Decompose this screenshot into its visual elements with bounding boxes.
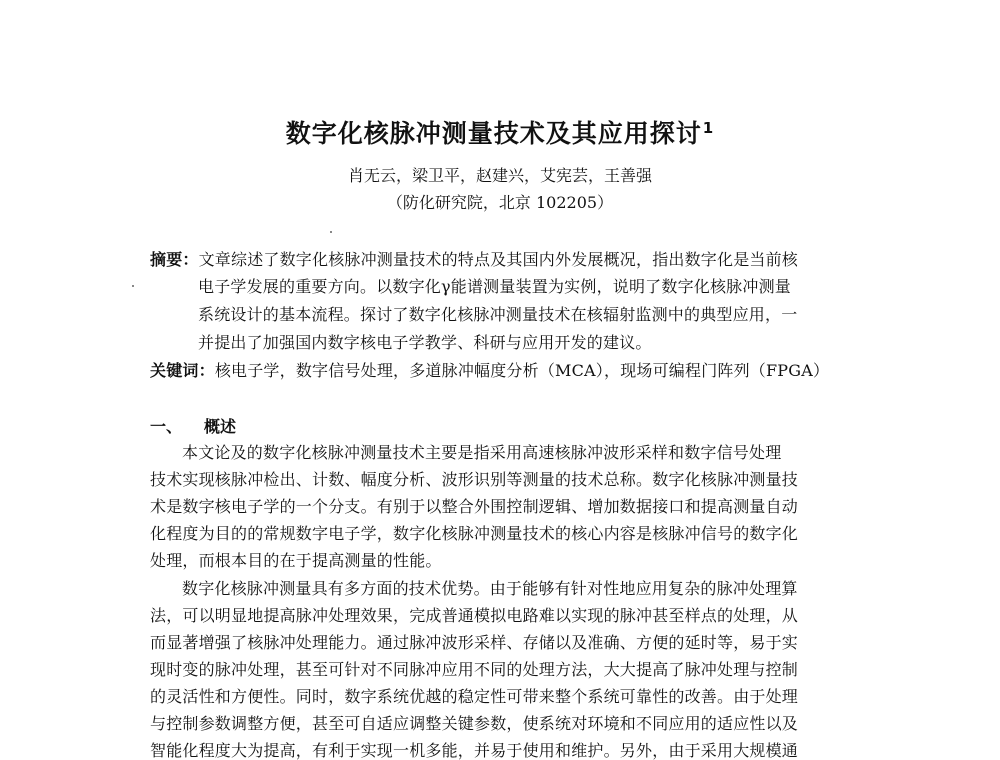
paragraph-2-line-3: 而显著增强了核脉冲处理能力。通过脉冲波形采样、存储以及准确、方便的延时等，易于实 (150, 633, 799, 652)
keywords-line (150, 358, 829, 381)
paragraph-1-line-2: 技术实现核脉冲检出、计数、幅度分析、波形识别等测量的技术总称。数字化核脉冲测量技 (150, 470, 799, 489)
abstract-line-2: 电子学发展的重要方向。以数字化γ能谱测量装置为实例，说明了数字化核脉冲测量 (198, 277, 791, 296)
keywords-text: 核电子学，数字信号处理，多道脉冲幅度分析（MCA），现场可编程门阵列（FPGA） (214, 361, 830, 380)
paragraph-2-line-2: 法，可以明显地提高脉冲处理效果，完成普通模拟电路难以实现的脉冲甚至样点的处理，从 (150, 606, 799, 625)
section-number: 一、 (150, 417, 183, 436)
paragraph-2-line-1: 数字化核脉冲测量具有多方面的技术优势。由于能够有针对性地应用复杂的脉冲处理算 (182, 579, 798, 598)
scan-speck (132, 285, 134, 287)
abstract-line-3: 系统设计的基本流程。探讨了数字化核脉冲测量技术在核辐射监测中的典型应用，一 (198, 305, 798, 324)
paragraph-2-line-5: 的灵活性和方便性。同时，数字系统优越的稳定性可带来整个系统可靠性的改善。由于处理 (150, 687, 799, 706)
paragraph-1-line-3: 术是数字核电子学的一个分支。有别于以整合外围控制逻辑、增加数据接口和提高测量自动 (150, 497, 799, 516)
paragraph-2-line-6: 与控制参数调整方便，甚至可自适应调整关键参数，使系统对环境和不同应用的适应性以及 (150, 714, 799, 733)
author-list: 肖无云，梁卫平，赵建兴，艾宪芸，王善强 (347, 166, 652, 185)
abstract-text: 文章综述了数字化核脉冲测量技术的特点及其国内外发展概况，指出数字化是当前核 (198, 250, 799, 269)
abstract-line-4: 并提出了加强国内数字核电子学教学、科研与应用开发的建议。 (198, 333, 652, 352)
paragraph-1-line-1: 本文论及的数字化核脉冲测量技术主要是指采用高速核脉冲波形采样和数字信号处理 (182, 443, 782, 462)
paragraph-1-line-5: 处理，而根本目的在于提高测量的性能。 (150, 551, 442, 570)
paragraph-1-line-4: 化程度为目的的常规数字电子学，数字化核脉冲测量技术的核心内容是核脉冲信号的数字化 (150, 524, 799, 543)
paragraph-2-line-4: 现时变的脉冲处理，甚至可针对不同脉冲应用不同的处理方法，大大提高了脉冲处理与控制 (150, 660, 799, 679)
keywords-label: 关键词： (150, 361, 215, 380)
abstract-label: 摘要： (150, 250, 199, 269)
paper-title-text: 数字化核脉冲测量技术及其应用探讨 (285, 119, 702, 148)
section-heading (150, 414, 236, 437)
scan-speck (330, 231, 332, 233)
paper-title (0, 114, 1000, 150)
abstract-line-1 (150, 247, 798, 270)
paragraph-2-line-7: 智能化程度大为提高，有利于实现一机多能，并易于使用和维护。另外，由于采用大规模通 (150, 741, 799, 760)
affiliation: （防化研究院，北京 102205） (386, 193, 614, 212)
section-title: 概述 (204, 417, 237, 436)
title-footnote-marker: 1 (702, 118, 715, 137)
